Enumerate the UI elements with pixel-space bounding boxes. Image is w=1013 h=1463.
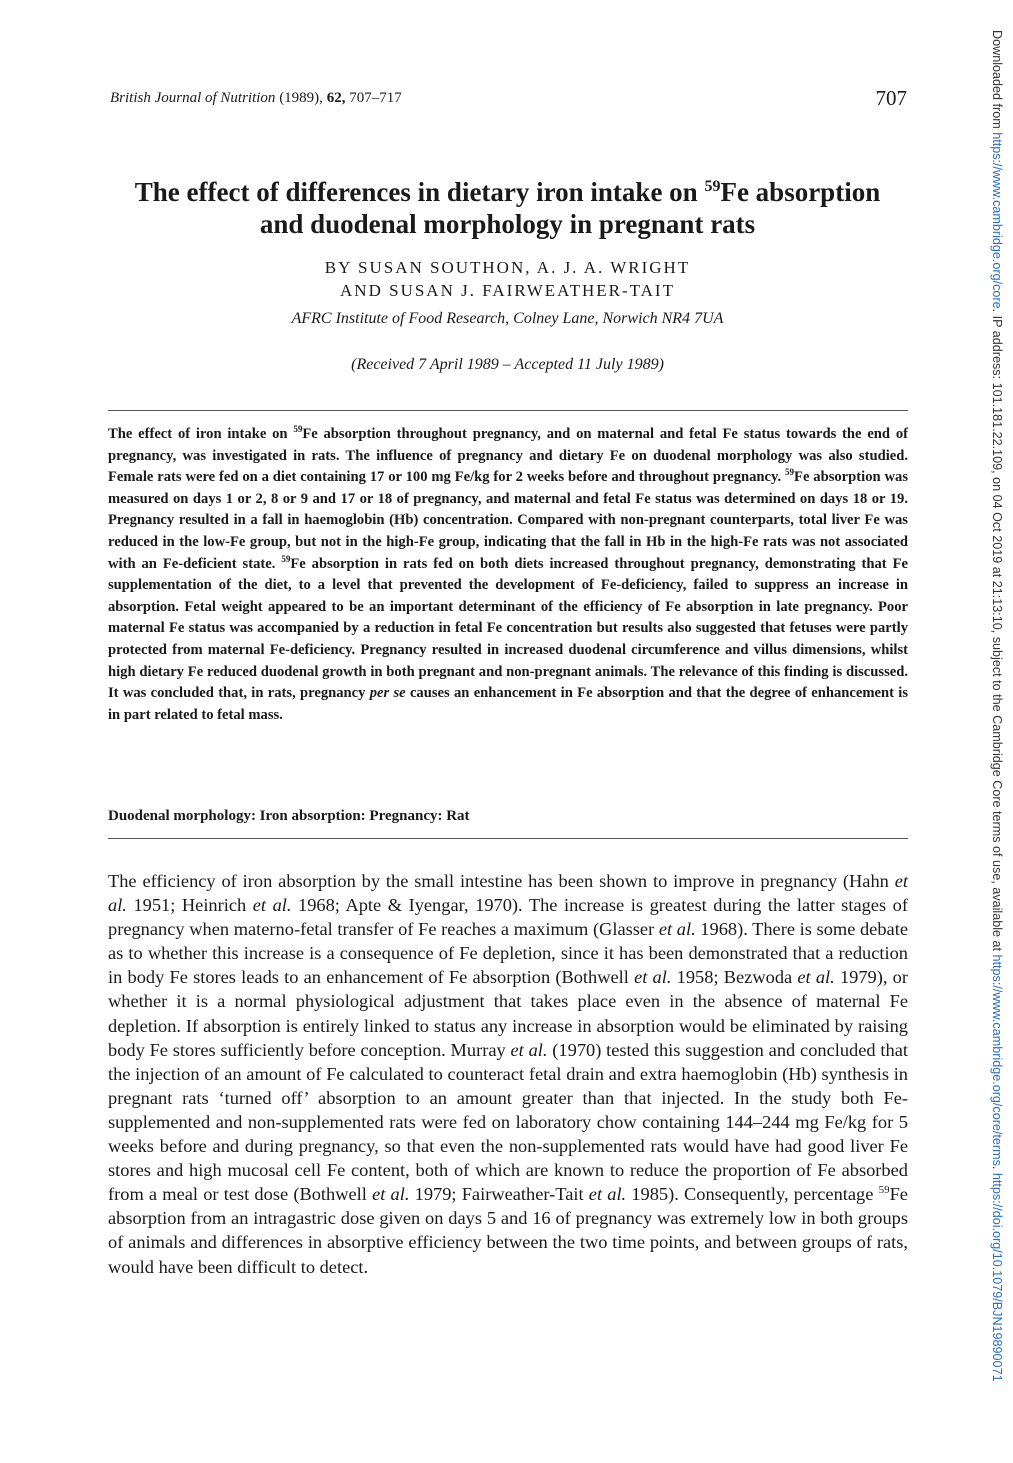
body-text: 1968). There is some debate as to whether this increase is a consequence of Fe depletion, since it has been demonstrated that a reduction in body Fe stores leads to an enhancement of Fe absorption (Bothwell (108, 919, 908, 988)
abstract-sup: 59 (785, 467, 795, 478)
notice-text: . IP address: 101.181.22.109, on 04 Oct 2019 at 21:13:10, subject to the Cambridge Core terms of use, available at (990, 308, 1004, 955)
abstract-text: Fe absorption in rats fed on both diets increased throughout pregnancy, demonstrating that Fe supplementation of the diet, to a level that prevented the development of Fe-deficiency, failed to suppress an increase in absorption. Fetal weight appeared to be an important determinant of the efficiency of Fe absorption in late pregnancy. Poor maternal Fe status was accompanied by a reduction in fetal Fe concentration but results also suggested that fetuses were partly protected from maternal Fe-deficiency. Pregnancy resulted in increased duodenal circumference and villus dimensions, whilst high dietary Fe reduced duodenal growth in both pregnant and non-pregnant animals. The relevance of this finding is discussed. It was concluded that, in rats, pregnancy (108, 555, 908, 702)
abstract-text: Fe absorption was measured on days 1 or 2, 8 or 9 and 17 or 18 of pregnancy, and maternal and fetal Fe status was determined on days 18 or 19. Pregnancy resulted in a fall in haemoglobin (Hb) concentration. Compared with non-pregnant counterparts, total liver Fe was reduced in the low-Fe group, but not in the high-Fe group, indicating that the fall in Hb in the high-Fe rats was not associated with an Fe-deficient state. (108, 469, 908, 572)
abstract-text: Fe absorption throughout pregnancy, and on maternal and fetal Fe status towards the end of pregnancy, was investigated in rats. The influence of pregnancy and dietary Fe on duodenal morphology was also studied. Female rats were fed on a diet containing 17 or 100 mg Fe/kg for 2 weeks before and throughout pregnancy. (108, 426, 908, 486)
body-text: 1985). Consequently, percentage (626, 1184, 879, 1205)
citation-etal: et al. (588, 1184, 627, 1205)
page-number: 707 (875, 86, 907, 110)
journal-year: (1989), (279, 90, 323, 106)
running-head (110, 90, 910, 107)
body-paragraph (108, 869, 908, 1279)
keywords: Duodenal morphology: Iron absorption: Pregnancy: Rat (108, 808, 470, 824)
abstract-sup: 59 (293, 424, 303, 434)
body-text: 1968; Apte & Iyengar, 1970). The increase is greatest during the latter stages of pregnancy when materno-fetal transfer of Fe reaches a maximum (Glasser (108, 895, 908, 940)
citation-etal: et al. (252, 895, 292, 916)
body-text: 1958; Bezwoda (671, 967, 798, 988)
citation-etal: et al. (372, 1184, 410, 1205)
abstract-italic: per se (369, 685, 406, 702)
abstract-sup: 59 (281, 553, 291, 564)
authors-line1: BY SUSAN SOUTHON, A. J. A. WRIGHT (324, 258, 691, 277)
citation-etal: et al. (797, 967, 835, 988)
authors-line2: AND SUSAN J. FAIRWEATHER-TAIT (340, 281, 675, 300)
notice-text: . (990, 1165, 1004, 1173)
citation-etal: et al. (634, 967, 672, 988)
title-line2: and duodenal morphology in pregnant rats (259, 209, 756, 239)
download-notice (990, 30, 1004, 1440)
body-text: 1979), or whether it is a normal physiological adjustment that takes place even in the absence of maternal Fe depletion. If absorption is entirely linked to status any increase in absorption would be eliminated by raising body Fe stores sufficiently before conception. Murray (108, 967, 908, 1060)
body-text: Fe absorption from an intragastric dose given on days 5 and 16 of pregnancy was extremely low in both groups of animals and differences in absorptive efficiency between the two time points, and between groups of rats, would have been difficult to detect. (108, 1184, 908, 1277)
received-dates: (Received 7 April 1989 – Accepted 11 July 1989) (351, 356, 664, 373)
abstract-text: The effect of iron intake on (108, 426, 294, 442)
title-isotope-sup: 59 (704, 178, 721, 195)
abstract-top-rule (108, 410, 908, 411)
author-list (100, 256, 915, 302)
body-text: 1979; Fairweather-Tait (409, 1184, 589, 1205)
body-isotope-sup: 59 (878, 1184, 890, 1197)
journal-pages: 707–717 (349, 90, 402, 106)
body-text: (1970) tested this suggestion and concluded that the injection of an amount of Fe calculated to counteract fetal drain and extra haemoglobin (Hb) synthesis in pregnant rats ‘turned off’ absorption to an amount greater than that injected. In the study both Fe-supplemented and non-supplemented rats were fed on laboratory chow containing 144–244 mg Fe/kg for 5 weeks before and during pregnancy, so that even the non-supplemented rats would have had good liver Fe stores and high mucosal cell Fe content, both of which are known to reduce the proportion of Fe absorbed from a meal or test dose (Bothwell (108, 1039, 908, 1205)
body-text: 1951; Heinrich (126, 895, 253, 916)
title-line1-a: The effect of differences in dietary iron intake on (134, 177, 705, 207)
cambridge-core-link[interactable]: https://www.cambridge.org/core (990, 132, 1004, 309)
article-title (100, 176, 915, 240)
citation-etal: et al. (658, 919, 696, 940)
journal-name: British Journal of Nutrition (110, 90, 276, 106)
abstract (108, 424, 908, 726)
notice-text: Downloaded from (990, 30, 1004, 133)
citation-etal: et al. (510, 1039, 548, 1060)
abstract-text: causes an enhancement in Fe absorption and that the degree of enhancement is in part related to fetal mass. (108, 685, 909, 723)
journal-volume: 62, (326, 90, 346, 106)
title-line1-b: Fe absorption (720, 177, 881, 207)
body-text: The efficiency of iron absorption by the small intestine has been shown to improve in pregnancy (Hahn (108, 871, 895, 891)
doi-link[interactable]: https://doi.org/10.1079/BJN19890071 (990, 1172, 1004, 1382)
citation-etal: et al. (108, 871, 908, 916)
affiliation: AFRC Institute of Food Research, Colney Lane, Norwich NR4 7UA (291, 310, 724, 327)
terms-link[interactable]: https://www.cambridge.org/core/terms (990, 954, 1004, 1166)
abstract-bottom-rule (108, 838, 908, 839)
